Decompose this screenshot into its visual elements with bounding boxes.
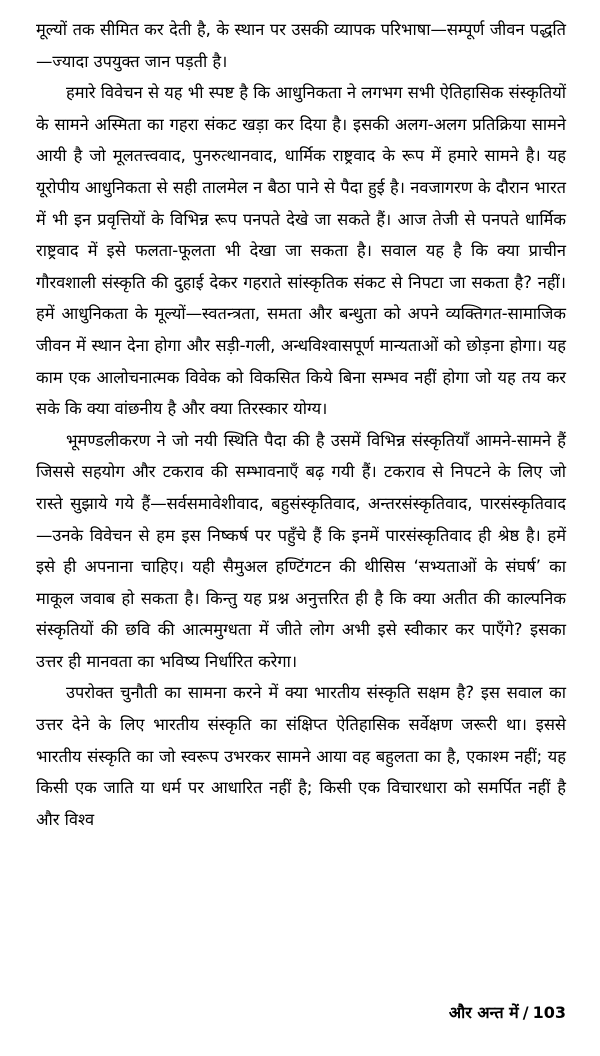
body-text [36, 14, 566, 835]
page-footer [449, 1001, 566, 1025]
paragraph-2: हमारे विवेचन से यह भी स्पष्ट है कि आधुनिकता ने लगभग सभी ऐतिहासिक संस्कृतियों के सामने अस्मिता का गहरा संकट खड़ा कर दिया है। इसकी अलग-अलग प्रतिक्रिया सामने आयी है जो मूलतत्त्ववाद, पुनरुत्थानवाद, धार्मिक राष्ट्रवाद के रूप में हमारे सामने है। यह यूरोपीय आधुनिकता से सही तालमेल न बैठा पाने से पैदा हुई है। नवजागरण के दौरान भारत में भी इन प्रवृत्तियों के विभिन्न रूप पनपते देखे जा सकते हैं। आज तेजी से पनपते धार्मिक राष्ट्रवाद में इसे फलता-फूलता भी देखा जा सकता है। सवाल यह है कि क्या प्राचीन गौरवशाली संस्कृति की दुहाई देकर गहराते सांस्कृतिक संकट से निपटा जा सकता है? नहीं। हमें आधुनिकता के मूल्यों—स्वतन्त्रता, समता और बन्धुता को अपने व्यक्तिगत-सामाजिक जीवन में स्थान देना होगा और सड़ी-गली, अन्धविश्वासपूर्ण मान्यताओं को छोड़ना होगा। यह काम एक आलोचनात्मक विवेक को विकसित किये बिना सम्भव नहीं होगा जो यह तय कर सके कि क्या वांछनीय है और क्या तिरस्कार योग्य। [36, 83, 566, 419]
footer-separator: / [522, 1003, 529, 1022]
paragraph-4: उपरोक्त चुनौती का सामना करने में क्या भारतीय संस्कृति सक्षम है? इस सवाल का उत्तर देने के लिए भारतीय संस्कृति का संक्षिप्त ऐतिहासिक सर्वेक्षण जरूरी था। इससे भारतीय संस्कृति का जो स्वरूप उभरकर सामने आया वह बहुलता का है, एकाश्म नहीं; यह किसी एक जाति या धर्म पर आधारित नहीं है; किसी एक विचारधारा को समर्पित नहीं है और विश्व [36, 683, 566, 829]
paragraph-1: मूल्यों तक सीमित कर देती है, के स्थान पर उसकी व्यापक परिभाषा—सम्पूर्ण जीवन पद्धति—ज्यादा उपयुक्त जान पड़ती है। [36, 20, 566, 71]
running-footer-title: और अन्त में [448, 1003, 519, 1022]
paragraph-3: भूमण्डलीकरण ने जो नयी स्थिति पैदा की है उसमें विभिन्न संस्कृतियाँ आमने-सामने हैं जिससे सहयोग और टकराव की सम्भावनाएँ बढ़ गयी हैं। टकराव से निपटने के लिए जो रास्ते सुझाये गये हैं—सर्वसमावेशीवाद, बहुसंस्कृतिवाद, अन्तरसंस्कृतिवाद, पारसंस्कृतिवाद—उनके विवेचन से हम इस निष्कर्ष पर पहुँचे हैं कि इनमें पारसंस्कृतिवाद ही श्रेष्ठ है। हमें इसे ही अपनाना चाहिए। यही सैमुअल हण्टिंगटन की थीसिस ‘सभ्यताओं के संघर्ष’ का माकूल जवाब हो सकता है। किन्तु यह प्रश्न अनुत्तरित ही है कि क्या अतीत की काल्पनिक संस्कृतियों की छवि की आत्ममुग्धता में जीते लोग अभी इसे स्वीकार कर पाएँगे? इसका उत्तर ही मानवता का भविष्य निर्धारित करेगा। [36, 430, 566, 671]
page-number: 103 [532, 1003, 566, 1022]
